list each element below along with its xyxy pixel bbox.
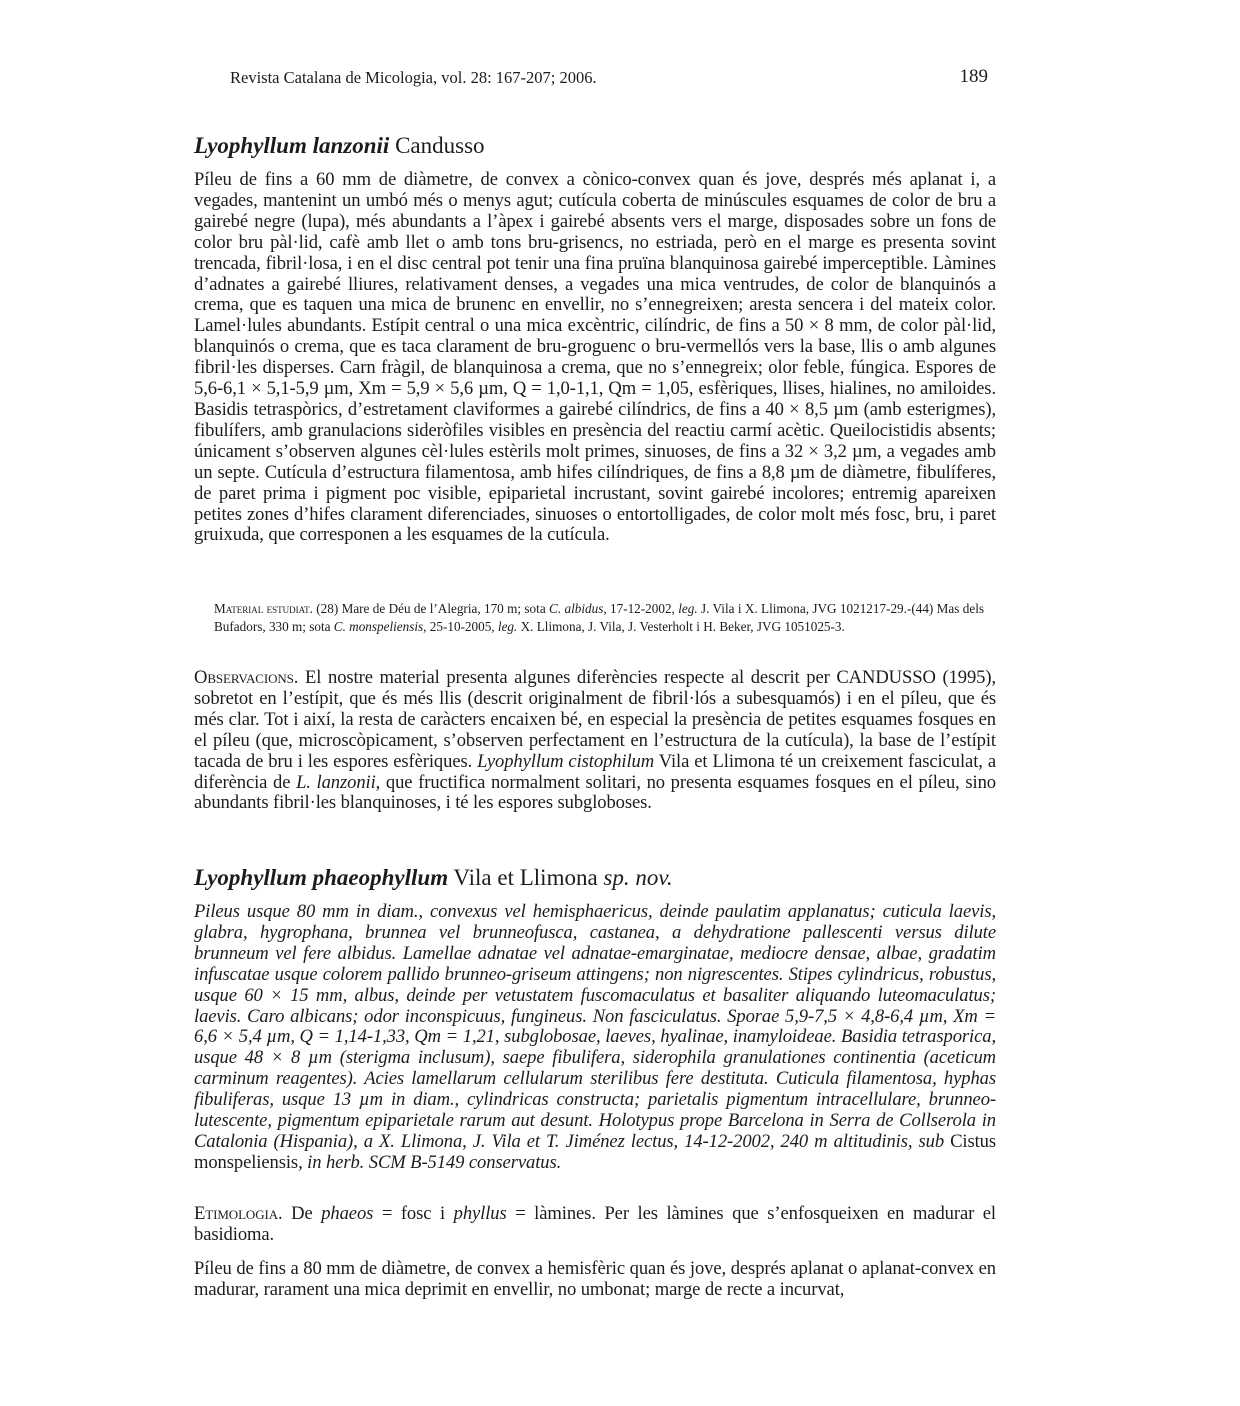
observations-label: Observacions. [194, 667, 299, 688]
description-paragraph: Píleu de fins a 60 mm de diàmetre, de convex a cònico-convex quan és jove, després més aplanat i, a vegades, mantenint un umbó més o menys agut; cutícula coberta de minúscules esquames de color de bru a gairebé negre (lupa), més abundants a l’àpex i gairebé absents vers el marge, disposades sobre un fons de color bru pàl·lid, cafè amb llet o amb tons bru-grisencs, no estriada, però en el marge es presenta sovint trencada, fibril·losa, i en el disc central pot tenir una fina pruïna blanquinosa gairebé imperceptible. Làmines d’adnates a gairebé lliures, relativament denses, a vegades una mica ventrudes, de color de blanquinós a crema, que es taquen una mica de brunenc en envellir, no s’ennegreixen; aresta sencera i del mateix color. Lamel·lules abundants. Estípit central o una mica excèntric, cilíndric, de fins a 50 × 8 mm, de color pàl·lid, blanquinós o crema, que es taca clarament de bru-groguenc o bru-vermellós vers la base, llis o amb algunes fibril·les disperses. Carn fràgil, de blanquinosa a crema, que no s’ennegreix; olor feble, fúngica. Espores de 5,6-6,1 × 5,1-5,9 µm, Xm = 5,9 × 5,6 µm, Q = 1,0-1,1, Qm = 1,05, esfèriques, llises, hialines, no amiloides. Basidis tetraspòrics, d’estretament claviformes a gairebé cilíndrics, de fins a 40 × 8,5 µm (amb esterigmes), fibulífers, amb granulacions sideròfiles visibles en presència del reactiu carmí acètic. Queilocistidis absents; únicament s’observen algunes cèl·lules estèrils molt primes, sinuoses, de fins a 32 × 3,2 µm, a vegades amb un septe. Cutícula d’estructura filamentosa, amb hifes cilíndriques, de fins a 8,8 µm de diàmetre, fibulíferes, de paret prima i pigment poc visible, epiparietal incrustant, sovint gairebé incolores; entremig apareixen petites zones d’hifes clarament diferenciades, sinuoses o entortolligades, de color molt més fosc, bru, i paret gruixuda, que corresponen a les esquames de la cutícula. [194, 169, 996, 546]
species-status: sp. nov. [603, 865, 673, 890]
species-ref: Lyophyllum cistophilum [477, 750, 655, 772]
species-author: Vila et Llimona [453, 865, 598, 890]
species-heading-phaeophyllum [194, 864, 996, 892]
latin-diagnosis: Pileus usque 80 mm in diam., convexus vel hemisphaericus, deinde paulatim applanatus; cuticula laevis, glabra, hygrophana, brunnea vel brunneofusca, castanea, a dehydratione pallescenti versus dilute brunneum vel fere albidus. Lamellae adnatae vel adnatae-emarginatae, mediocre densae, albae, gradatim infuscatae usque colorem pallido brunneo-griseum attingens; non nigrescentes. Stipes cylindricus, robustus, usque 60 × 15 mm, albus, deinde per vetustatem fuscomaculatus et basaliter aliquando luteomaculatus; laevis. Caro albicans; odor inconspicuus, fungineus. Non fasciculatus. Sporae 5,9-7,5 × 4,8-6,4 µm, Xm = 6,6 × 5,4 µm, Q = 1,14-1,33, Qm = 1,21, subglobosae, laeves, hyalinae, inamyloideae. Basidia tetrasporica, usque 48 × 8 µm (sterigma inclusum), saepe fibulifera, siderophila granulationes continentia (aceticum carminum reagentes). Acies lamellarum cellularum sterilibus fere destituta. Cuticula filamentosa, hyphas fibuliferas, usque 13 µm in diam., cylindricas constructa; parietalis pigmentum intracellulare, brunneo-lutescente, pigmentum epiparietale rarum aut desunt. Holotypus prope Barcelona in Serra de Collserola in Catalonia (Hispania), a X. Llimona, J. Vila et T. Jiménez lectus, 14-12-2002, 240 m altitudinis, sub Cistus monspeliensis, in herb. SCM B-5149 conservatus. [194, 901, 996, 1173]
running-header [230, 66, 990, 92]
species-name: Lyophyllum lanzonii [194, 133, 390, 158]
species-name: Lyophyllum phaeophyllum [194, 865, 449, 890]
material-studied: Material estudiat. (28) Mare de Déu de l’Alegria, 170 m; sota C. albidus, 17-12-2002, leg. J. Vila i X. Llimona, JVG 1021217-29.-(44) Mas dels Bufadors, 330 m; sota C. monspeliensis, 25-10-2005, leg. X. Llimona, J. Vila, J. Vesterholt i H. Beker, JVG 1051025-3. [214, 601, 984, 634]
species-ref: C. monspeliensis [333, 618, 424, 634]
host-plant: Cistus monspeliensis [194, 1130, 996, 1173]
etymology-paragraph: Etimologia. De phaeos = fosc i phyllus = làmines. Per les làmines que s’enfosqueixen en madurar el basidioma. [194, 1203, 996, 1245]
species-author: Candusso [395, 133, 485, 158]
species-ref: C. albidus [549, 601, 604, 616]
species-heading-lanzonii [194, 132, 996, 160]
journal-citation: Revista Catalana de Micologia, vol. 28: 167-207; 2006. [230, 68, 597, 87]
species-ref: L. lanzonii [296, 771, 376, 793]
description-paragraph: Píleu de fins a 80 mm de diàmetre, de convex a hemisfèric quan és jove, després aplanat o aplanat-convex en madurar, rarament una mica deprimit en envellir, no umbonat; marge de recte a incurvat, [194, 1258, 996, 1300]
etymology-label: Etimologia. [194, 1203, 283, 1224]
page-number: 189 [959, 66, 988, 87]
observations-paragraph: Observacions. El nostre material presenta algunes diferències respecte al descrit per CANDUSSO (1995), sobretot en l’estípit, que és més llis (descrit originalment de fibril·lós a subesquamós) i en el píleu, que és més clar. Tot i així, la resta de caràcters encaixen bé, en especial la presència de petites esquames fosques en el píleu (que, microscòpicament, s’observen perfectament en l’estructura de la cutícula), la base de l’estípit tacada de bru i les espores esfèriques. Lyophyllum cistophilum Vila et Llimona té un creixement fasciculat, a diferència de L. lanzonii, que fructifica normalment solitari, no presenta esquames fosques en el píleu, sino abundants fibril·les blanquinoses, i té les espores subgloboses. [194, 667, 996, 814]
material-label: Material estudiat. [214, 601, 313, 616]
